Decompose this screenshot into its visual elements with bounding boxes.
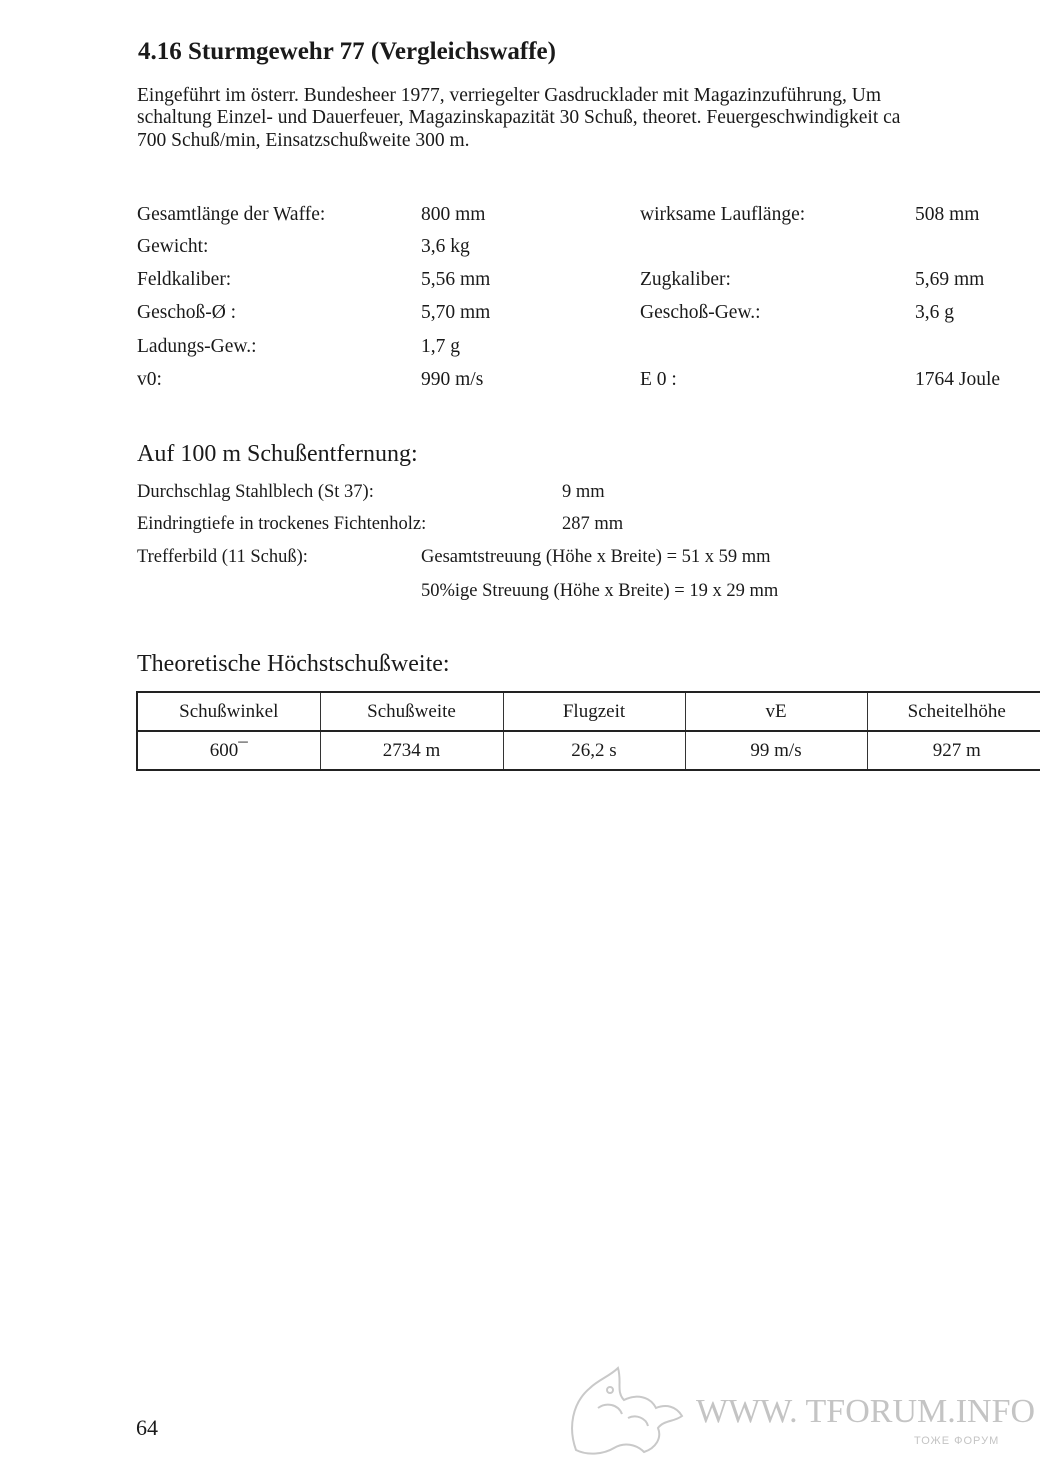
lauflaenge-value: 508 mm [915, 204, 980, 225]
header-ve: vE [685, 692, 867, 731]
geschossgew-label: Geschoß-Gew.: [640, 302, 761, 323]
zugkaliber-label: Zugkaliber: [640, 269, 731, 290]
eindring-value: 287 mm [562, 514, 624, 534]
durchschlag-label: Durchschlag Stahlblech (St 37): [137, 482, 374, 502]
streuung-50: 50%ige Streuung (Höhe x Breite) = 19 x 29 mm [421, 581, 779, 601]
zugkaliber-value: 5,69 mm [915, 269, 985, 290]
gewicht-value: 3,6 kg [421, 236, 470, 257]
cell-schussweite: 2734 m [320, 731, 503, 770]
cell-flugzeit: 26,2 s [503, 731, 685, 770]
e0-label: E 0 : [640, 369, 677, 390]
griffin-logo-icon [572, 1368, 682, 1454]
intro-line-3: 700 Schuß/min, Einsatzschußweite 300 m. [137, 130, 470, 151]
v0-value: 990 m/s [421, 369, 484, 390]
header-flugzeit: Flugzeit [503, 692, 685, 731]
geschossd-label: Geschoß-Ø : [137, 302, 237, 323]
feldkaliber-value: 5,56 mm [421, 269, 491, 290]
geschossgew-value: 3,6 g [915, 302, 954, 323]
trefferbild-label: Trefferbild (11 Schuß): [137, 547, 308, 567]
watermark [558, 1358, 1038, 1463]
geschossd-value: 5,70 mm [421, 302, 491, 323]
gesamtlaenge-value: 800 mm [421, 204, 486, 225]
page-number: 64 [136, 1415, 158, 1440]
gesamtlaenge-label: Gesamtlänge der Waffe: [137, 204, 326, 225]
hoechst-heading: Theoretische Höchstschußweite: [137, 651, 450, 677]
header-schusswinkel: Schußwinkel [137, 692, 320, 731]
intro-line-1: Eingeführt im österr. Bundesheer 1977, verriegelter Gasdrucklader mit Magazinzuführung, Um [137, 85, 882, 106]
table-row [137, 731, 1040, 770]
gewicht-label: Gewicht: [137, 236, 209, 257]
e0-value: 1764 Joule [915, 369, 1001, 390]
hoechst-table [136, 691, 1040, 771]
v0-label: v0: [137, 369, 162, 390]
streuung-gesamt: Gesamtstreuung (Höhe x Breite) = 51 x 59 mm [421, 547, 771, 567]
header-schussweite: Schußweite [320, 692, 503, 731]
table-header-row [137, 692, 1040, 731]
intro-line-2: schaltung Einzel- und Dauerfeuer, Magazinskapazität 30 Schuß, theoret. Feuergeschwindigkeit ca [137, 107, 901, 128]
watermark-subtext: ТОЖЕ ФОРУМ [914, 1435, 1000, 1447]
eindring-label: Eindringtiefe in trockenes Fichtenholz: [137, 514, 427, 534]
feldkaliber-label: Feldkaliber: [137, 269, 232, 290]
page-title: 4.16 Sturmgewehr 77 (Vergleichswaffe) [138, 38, 556, 65]
cell-ve: 99 m/s [685, 731, 867, 770]
durchschlag-value: 9 mm [562, 482, 605, 502]
watermark-text: WWW. TFORUM.INFO [696, 1393, 1036, 1430]
header-scheitelhoehe: Scheitelhöhe [867, 692, 1040, 731]
cell-schusswinkel: 600¯ [137, 731, 320, 770]
lauflaenge-label: wirksame Lauflänge: [640, 204, 806, 225]
range100-heading: Auf 100 m Schußentfernung: [137, 441, 418, 467]
cell-scheitelhoehe: 927 m [867, 731, 1040, 770]
ladungsgew-value: 1,7 g [421, 336, 460, 357]
ladungsgew-label: Ladungs-Gew.: [137, 336, 257, 357]
